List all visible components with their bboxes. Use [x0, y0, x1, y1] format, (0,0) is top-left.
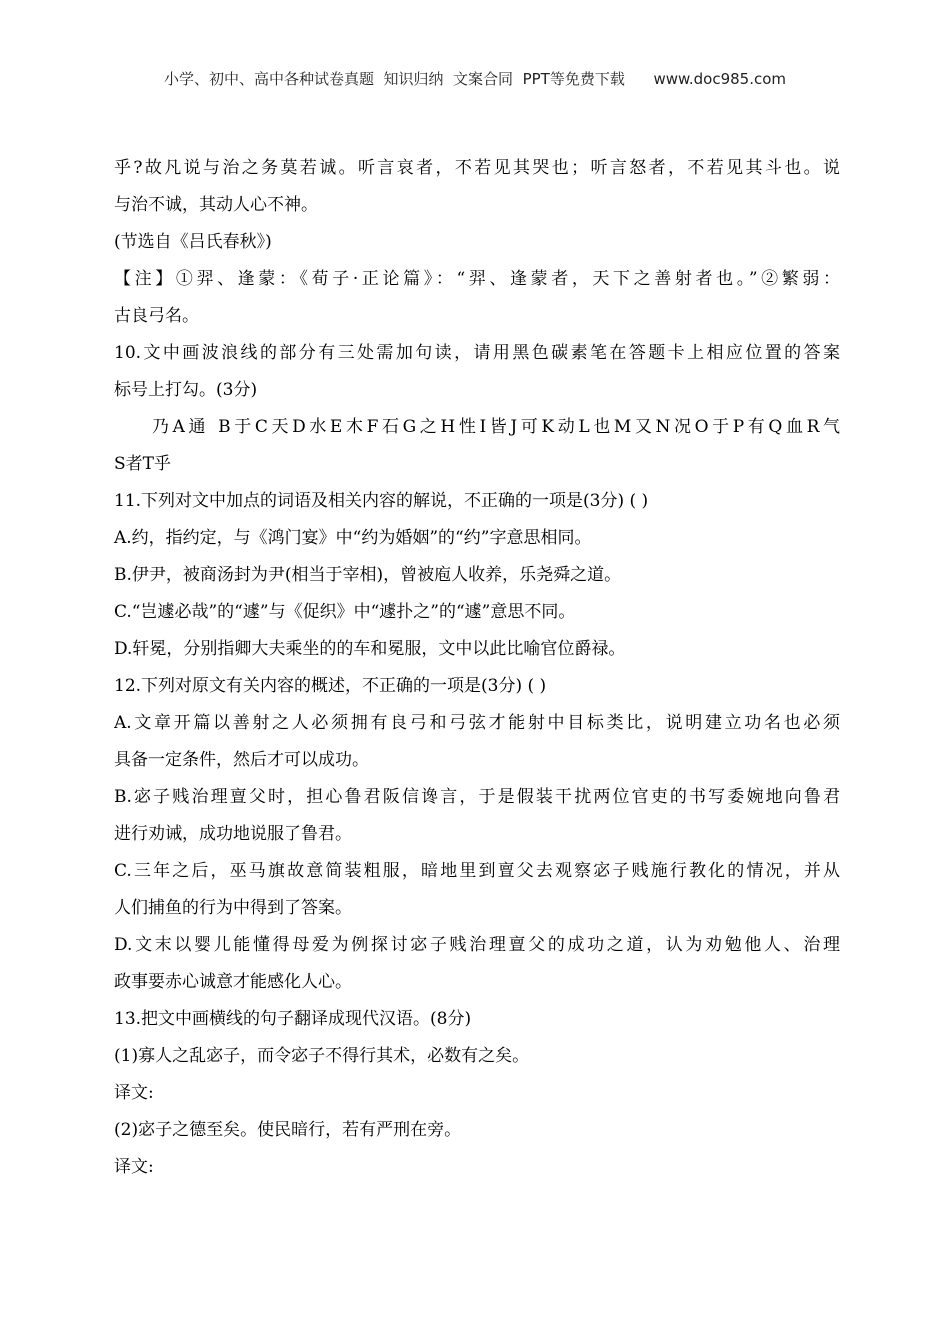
option-d: 政事要赤心诚意才能感化人心。	[114, 972, 352, 992]
annotation-note: 【注】①羿、逢蒙：《荀子·正论篇》：“羿、逢蒙者，天下之善射者也。”②繁弱：	[114, 269, 840, 289]
option-b: B.伊尹，被商汤封为尹(相当于宰相)，曾被庖人收养，乐尧舜之道。	[114, 565, 622, 585]
punctuation-options: 乃A通 B于C天D水E木F石G之H性I皆J可K动L也M又N况O于P有Q血R气	[152, 417, 840, 437]
option-d: D.文末以婴儿能懂得母爱为例探讨宓子贱治理亶父的成功之道，认为劝勉他人、治理	[114, 935, 840, 955]
option-a: A.约，指约定，与《鸿门宴》中“约为婚姻”的“约”字意思相同。	[114, 528, 592, 548]
option-d: D.轩冕，分别指卿大夫乘坐的的车和冕服，文中以此比喻官位爵禄。	[114, 639, 626, 659]
option-c: C.三年之后，巫马旗故意简装粗服，暗地里到亶父去观察宓子贱施行教化的情况，并从	[114, 861, 840, 881]
option-c: C.“岂遽必哉”的“遽”与《促织》中“遽扑之”的“遽”意思不同。	[114, 602, 576, 622]
question-12: 12.下列对原文有关内容的概述，不正确的一项是(3分) ( )	[114, 676, 547, 696]
translation-label: 译文:	[114, 1083, 154, 1103]
punctuation-options: S者T乎	[114, 454, 171, 474]
page-header: 小学、初中、高中各种试卷真题 知识归纳 文案合同 PPT等免费下载 www.doc985.com	[163, 70, 787, 88]
translation-item-2: (2)宓子之德至矣。使民暗行，若有严刑在旁。	[114, 1120, 462, 1140]
translation-item-1: (1)寡人之乱宓子，而令宓子不得行其术，必数有之矣。	[114, 1046, 530, 1066]
source-citation: (节选自《吕氏春秋》)	[114, 232, 272, 252]
question-10: 标号上打勾。(3分)	[114, 380, 258, 400]
question-13: 13.把文中画横线的句子翻译成现代汉语。(8分)	[114, 1009, 472, 1029]
document-body	[114, 150, 840, 1186]
question-11: 11.下列对文中加点的词语及相关内容的解说，不正确的一项是(3分) ( )	[114, 491, 649, 511]
option-b: 进行劝诫，成功地说服了鲁君。	[114, 824, 352, 844]
option-b: B.宓子贱治理亶父时，担心鲁君阪信谗言，于是假装干扰两位官吏的书写委婉地向鲁君	[114, 787, 840, 807]
option-a: A.文章开篇以善射之人必须拥有良弓和弓弦才能射中目标类比，说明建立功名也必须	[114, 713, 840, 733]
passage-line: 与治不诚，其动人心不神。	[114, 195, 318, 215]
translation-label: 译文:	[114, 1157, 154, 1177]
option-a: 具备一定条件，然后才可以成功。	[114, 750, 369, 770]
option-c: 人们捕鱼的行为中得到了答案。	[114, 898, 352, 918]
question-10: 10.文中画波浪线的部分有三处需加句读，请用黑色碳素笔在答题卡上相应位置的答案	[114, 343, 840, 363]
annotation-note: 古良弓名。	[114, 306, 199, 326]
passage-line: 乎?故凡说与治之务莫若诚。听言哀者，不若见其哭也；听言怒者，不若见其斗也。说	[114, 158, 840, 178]
